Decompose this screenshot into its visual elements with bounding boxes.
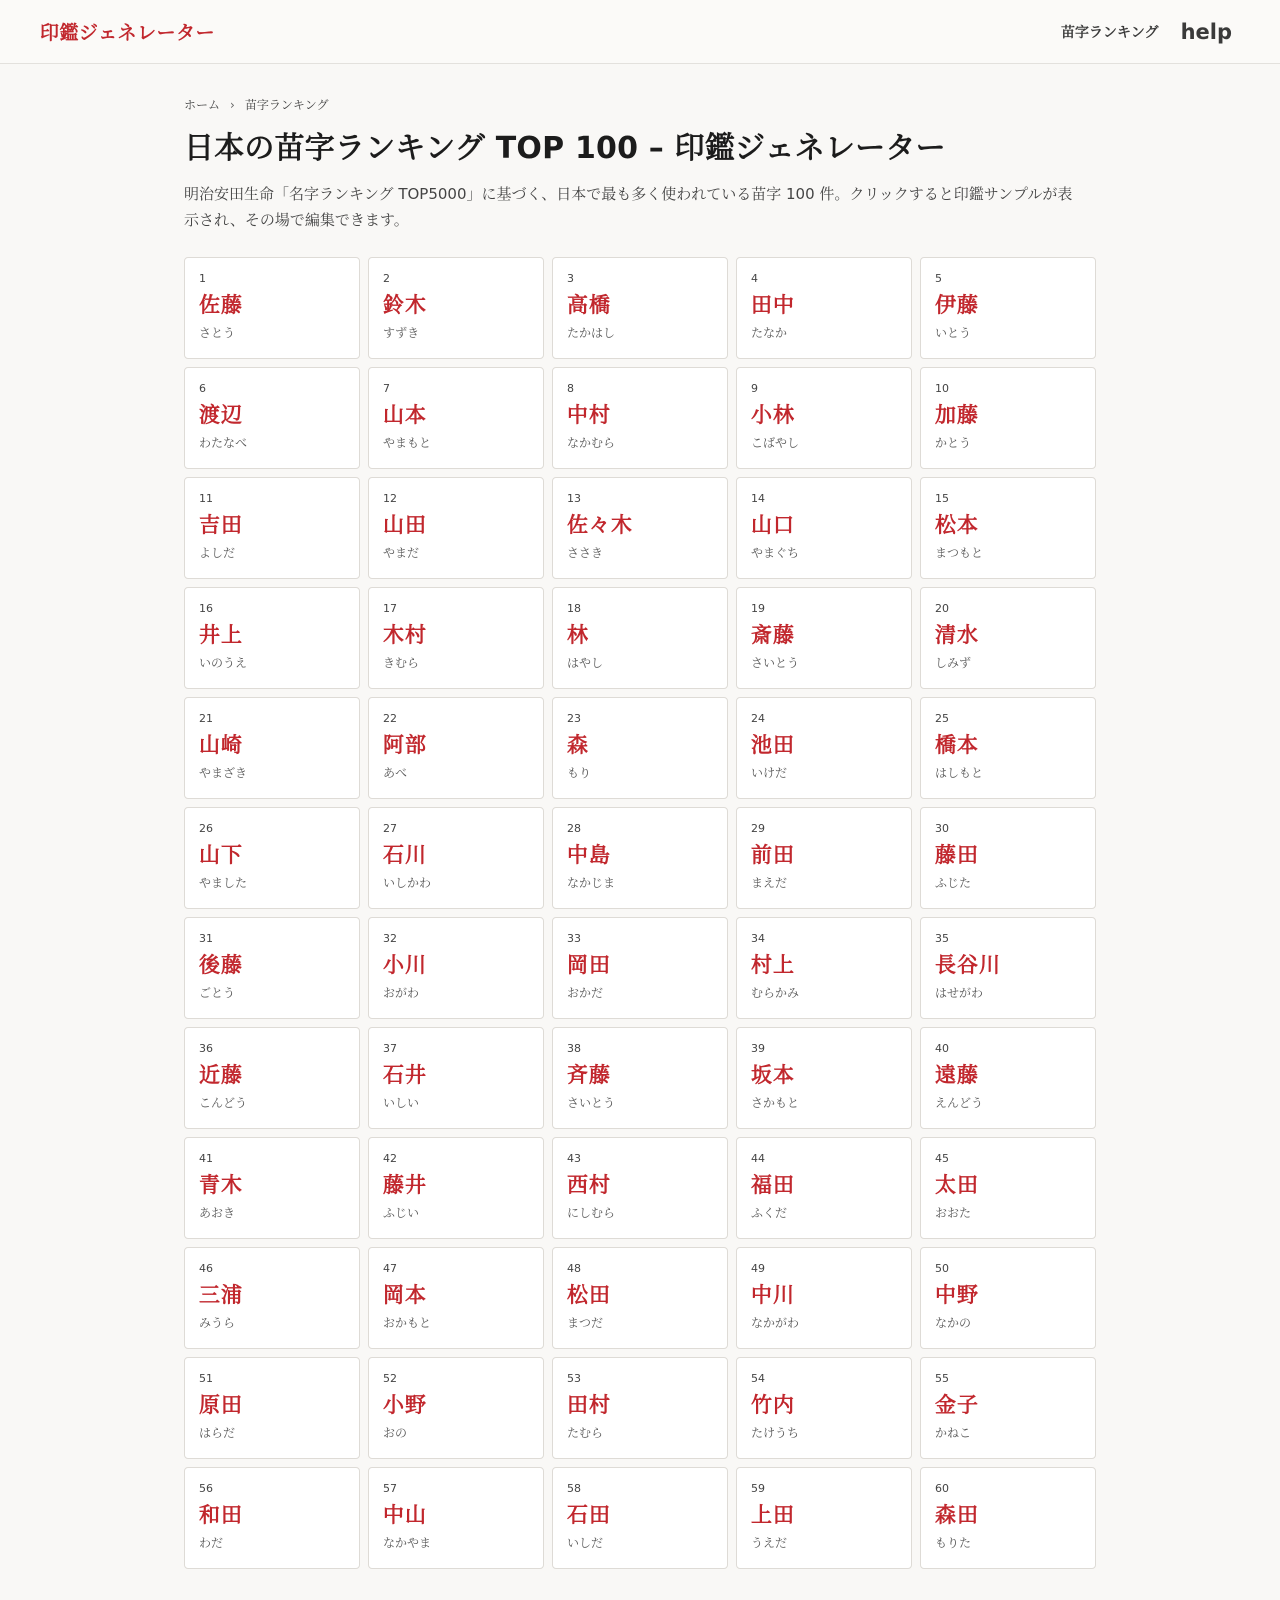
surname-reading: おおた — [935, 1206, 972, 1220]
surname-card[interactable] — [552, 917, 728, 1019]
surname-kanji: 近藤 — [199, 1062, 243, 1087]
surname-reading: さいとう — [751, 656, 800, 670]
surname-card[interactable] — [368, 807, 544, 909]
surname-kanji: 金子 — [935, 1392, 979, 1417]
surname-reading: うえだ — [751, 1536, 788, 1550]
surname-reading: いしい — [383, 1096, 420, 1110]
surname-card[interactable] — [736, 1137, 912, 1239]
surname-kanji: 清水 — [935, 622, 979, 647]
surname-kanji: 山崎 — [199, 732, 243, 757]
surname-rank: 52 — [383, 1372, 397, 1385]
surname-reading: もりた — [935, 1536, 972, 1550]
surname-reading: おの — [383, 1426, 408, 1440]
surname-reading: やました — [199, 876, 248, 890]
surname-rank: 36 — [199, 1042, 213, 1055]
surname-rank: 14 — [751, 492, 765, 505]
surname-rank: 20 — [935, 602, 949, 615]
surname-reading: かとう — [935, 436, 972, 450]
surname-card[interactable] — [184, 587, 360, 689]
surname-card[interactable] — [920, 1467, 1096, 1569]
surname-card[interactable] — [184, 1027, 360, 1129]
surname-rank: 11 — [199, 492, 213, 505]
surname-kanji: 伊藤 — [935, 292, 979, 317]
surname-kanji: 三浦 — [199, 1282, 243, 1307]
surname-reading: やまざき — [199, 766, 248, 780]
surname-rank: 9 — [751, 382, 758, 395]
surname-rank: 7 — [383, 382, 390, 395]
surname-reading: たむら — [567, 1426, 604, 1440]
surname-card[interactable] — [368, 1137, 544, 1239]
surname-card[interactable] — [552, 1357, 728, 1459]
surname-reading: はらだ — [199, 1426, 236, 1440]
surname-card[interactable] — [368, 917, 544, 1019]
nav-link-surname-ranking[interactable]: 苗字ランキング — [1060, 24, 1159, 41]
surname-reading: あおき — [199, 1206, 236, 1220]
surname-card[interactable] — [184, 1247, 360, 1349]
surname-reading: はせがわ — [935, 986, 984, 1000]
surname-reading: きむら — [383, 656, 420, 670]
surname-kanji: 佐藤 — [199, 292, 243, 317]
surname-rank: 41 — [199, 1152, 213, 1165]
surname-kanji: 藤田 — [935, 842, 979, 867]
surname-reading: さかもと — [751, 1096, 800, 1110]
surname-kanji: 石川 — [383, 842, 427, 867]
surname-kanji: 長谷川 — [935, 952, 1001, 977]
surname-reading: ふくだ — [751, 1206, 788, 1220]
surname-kanji: 石田 — [567, 1502, 611, 1527]
surname-reading: すずき — [383, 326, 420, 340]
surname-card[interactable] — [736, 1027, 912, 1129]
surname-kanji: 田中 — [751, 292, 795, 317]
surname-rank: 47 — [383, 1262, 397, 1275]
surname-rank: 59 — [751, 1482, 765, 1495]
surname-kanji: 井上 — [199, 622, 243, 647]
surname-rank: 18 — [567, 602, 581, 615]
surname-rank: 49 — [751, 1262, 765, 1275]
surname-reading: いのうえ — [199, 656, 248, 670]
surname-card[interactable] — [184, 477, 360, 579]
surname-kanji: 斎藤 — [751, 622, 795, 647]
surname-card[interactable] — [920, 477, 1096, 579]
surname-card[interactable] — [736, 257, 912, 359]
surname-rank: 58 — [567, 1482, 581, 1495]
surname-rank: 25 — [935, 712, 949, 725]
surname-reading: えんどう — [935, 1096, 984, 1110]
page-title: 日本の苗字ランキング TOP 100 – 印鑑ジェネレーター — [184, 131, 946, 166]
surname-card[interactable] — [368, 1247, 544, 1349]
surname-rank: 35 — [935, 932, 949, 945]
top-nav — [1061, 20, 1232, 44]
surname-rank: 37 — [383, 1042, 397, 1055]
surname-kanji: 小野 — [383, 1392, 427, 1417]
surname-rank: 55 — [935, 1372, 949, 1385]
surname-card[interactable] — [368, 367, 544, 469]
surname-reading: こばやし — [751, 436, 800, 450]
surname-grid — [184, 257, 1096, 1569]
surname-card[interactable] — [552, 587, 728, 689]
surname-reading: こんどう — [199, 1096, 248, 1110]
surname-card[interactable] — [184, 917, 360, 1019]
surname-rank: 3 — [567, 272, 574, 285]
surname-kanji: 田村 — [567, 1392, 611, 1417]
surname-rank: 31 — [199, 932, 213, 945]
surname-reading: ふじい — [383, 1206, 420, 1220]
surname-card[interactable] — [184, 1467, 360, 1569]
surname-reading: はしもと — [935, 766, 984, 780]
surname-kanji: 青木 — [199, 1172, 243, 1197]
surname-rank: 45 — [935, 1152, 949, 1165]
surname-rank: 10 — [935, 382, 949, 395]
surname-kanji: 前田 — [751, 842, 795, 867]
surname-kanji: 池田 — [751, 732, 795, 757]
surname-reading: ごとう — [199, 986, 236, 1000]
surname-rank: 4 — [751, 272, 758, 285]
surname-card[interactable] — [184, 1357, 360, 1459]
surname-rank: 48 — [567, 1262, 581, 1275]
surname-card[interactable] — [368, 587, 544, 689]
surname-reading: たけうち — [751, 1426, 800, 1440]
surname-kanji: 遠藤 — [935, 1062, 979, 1087]
surname-kanji: 和田 — [199, 1502, 243, 1527]
surname-card[interactable] — [920, 1137, 1096, 1239]
surname-reading: まえだ — [751, 876, 788, 890]
surname-reading: やまもと — [383, 436, 432, 450]
site-logo[interactable]: 印鑑ジェネレーター — [40, 22, 216, 44]
surname-reading: おがわ — [383, 986, 420, 1000]
surname-kanji: 山本 — [383, 402, 427, 427]
surname-kanji: 阿部 — [383, 732, 427, 757]
surname-reading: みうら — [199, 1316, 236, 1330]
surname-kanji: 西村 — [567, 1172, 611, 1197]
surname-rank: 16 — [199, 602, 213, 615]
surname-rank: 56 — [199, 1482, 213, 1495]
surname-rank: 46 — [199, 1262, 213, 1275]
surname-rank: 50 — [935, 1262, 949, 1275]
surname-reading: わたなべ — [199, 436, 248, 450]
surname-card[interactable] — [736, 697, 912, 799]
surname-card[interactable] — [736, 917, 912, 1019]
surname-reading: いとう — [935, 326, 972, 340]
surname-rank: 33 — [567, 932, 581, 945]
surname-card[interactable] — [920, 807, 1096, 909]
surname-reading: よしだ — [199, 546, 236, 560]
surname-reading: さとう — [199, 326, 236, 340]
surname-rank: 28 — [567, 822, 581, 835]
surname-kanji: 福田 — [751, 1172, 795, 1197]
surname-card[interactable] — [736, 1357, 912, 1459]
surname-kanji: 小川 — [383, 952, 427, 977]
surname-rank: 5 — [935, 272, 942, 285]
surname-kanji: 林 — [567, 622, 589, 647]
surname-rank: 12 — [383, 492, 397, 505]
surname-kanji: 岡本 — [383, 1282, 427, 1307]
surname-kanji: 鈴木 — [383, 292, 427, 317]
breadcrumb-current: 苗字ランキング — [244, 98, 329, 112]
surname-card[interactable] — [736, 367, 912, 469]
surname-card[interactable] — [552, 367, 728, 469]
surname-rank: 8 — [567, 382, 574, 395]
breadcrumb-separator: › — [230, 97, 235, 112]
surname-reading: おかもと — [383, 1316, 432, 1330]
surname-rank: 32 — [383, 932, 397, 945]
surname-rank: 1 — [199, 272, 206, 285]
surname-rank: 29 — [751, 822, 765, 835]
surname-kanji: 石井 — [383, 1062, 427, 1087]
surname-card[interactable] — [736, 807, 912, 909]
surname-card[interactable] — [368, 1027, 544, 1129]
surname-card[interactable] — [184, 257, 360, 359]
surname-reading: わだ — [199, 1536, 224, 1550]
surname-card[interactable] — [552, 477, 728, 579]
surname-card[interactable] — [552, 1467, 728, 1569]
page-lead: 明治安田生命「名字ランキング TOP5000」に基づく、日本で最も多く使われている苗字 100 件。クリックすると印鑑サンプルが表示され、その場で編集できます。 — [184, 185, 1073, 229]
surname-rank: 39 — [751, 1042, 765, 1055]
surname-reading: はやし — [567, 656, 604, 670]
surname-card[interactable] — [368, 257, 544, 359]
surname-rank: 30 — [935, 822, 949, 835]
surname-kanji: 松田 — [567, 1282, 611, 1307]
surname-card[interactable] — [736, 587, 912, 689]
surname-card[interactable] — [920, 587, 1096, 689]
surname-reading: いけだ — [751, 766, 788, 780]
surname-kanji: 橋本 — [935, 732, 979, 757]
surname-reading: やまぐち — [751, 546, 800, 560]
surname-reading: むらかみ — [751, 986, 800, 1000]
surname-rank: 23 — [567, 712, 581, 725]
surname-rank: 27 — [383, 822, 397, 835]
surname-card[interactable] — [368, 1357, 544, 1459]
surname-card[interactable] — [736, 1467, 912, 1569]
surname-rank: 26 — [199, 822, 213, 835]
surname-card[interactable] — [368, 477, 544, 579]
surname-kanji: 木村 — [383, 622, 427, 647]
surname-rank: 21 — [199, 712, 213, 725]
surname-card[interactable] — [184, 697, 360, 799]
surname-kanji: 後藤 — [199, 952, 243, 977]
surname-reading: まつもと — [935, 546, 984, 560]
surname-rank: 15 — [935, 492, 949, 505]
surname-rank: 22 — [383, 712, 397, 725]
surname-kanji: 竹内 — [751, 1392, 795, 1417]
surname-card[interactable] — [920, 257, 1096, 359]
surname-kanji: 渡辺 — [199, 402, 243, 427]
surname-kanji: 吉田 — [199, 512, 243, 537]
surname-reading: さいとう — [567, 1096, 616, 1110]
surname-card[interactable] — [920, 1357, 1096, 1459]
surname-rank: 40 — [935, 1042, 949, 1055]
surname-kanji: 加藤 — [935, 402, 979, 427]
surname-rank: 60 — [935, 1482, 949, 1495]
surname-rank: 44 — [751, 1152, 765, 1165]
surname-card[interactable] — [184, 807, 360, 909]
surname-kanji: 森 — [567, 732, 589, 757]
surname-rank: 34 — [751, 932, 765, 945]
surname-card[interactable] — [736, 477, 912, 579]
surname-reading: いしだ — [567, 1536, 604, 1550]
surname-card[interactable] — [920, 917, 1096, 1019]
surname-kanji: 高橋 — [567, 292, 611, 317]
surname-rank: 24 — [751, 712, 765, 725]
surname-card[interactable] — [184, 1137, 360, 1239]
surname-card[interactable] — [552, 1247, 728, 1349]
surname-kanji: 坂本 — [751, 1062, 795, 1087]
nav-link-help[interactable]: help — [1180, 19, 1232, 44]
breadcrumb-home-link[interactable]: ホーム — [184, 98, 221, 112]
surname-card[interactable] — [552, 257, 728, 359]
surname-reading: いしかわ — [383, 876, 432, 890]
surname-kanji: 佐々木 — [567, 512, 633, 537]
surname-card[interactable] — [552, 1027, 728, 1129]
surname-kanji: 中島 — [567, 842, 611, 867]
surname-kanji: 山田 — [383, 512, 427, 537]
main-content — [184, 64, 1096, 1569]
surname-reading: かねこ — [935, 1426, 972, 1440]
surname-rank: 43 — [567, 1152, 581, 1165]
surname-rank: 53 — [567, 1372, 581, 1385]
surname-reading: おかだ — [567, 986, 604, 1000]
surname-kanji: 松本 — [935, 512, 979, 537]
surname-kanji: 山口 — [751, 512, 795, 537]
surname-kanji: 小林 — [751, 402, 795, 427]
surname-reading: やまだ — [383, 546, 420, 560]
surname-reading: しみず — [935, 656, 972, 670]
surname-kanji: 森田 — [935, 1502, 979, 1527]
surname-card[interactable] — [736, 1247, 912, 1349]
surname-reading: にしむら — [567, 1206, 616, 1220]
surname-card[interactable] — [920, 367, 1096, 469]
surname-reading: なかがわ — [751, 1316, 800, 1330]
surname-card[interactable] — [184, 367, 360, 469]
surname-reading: まつだ — [567, 1316, 604, 1330]
surname-card[interactable] — [920, 1027, 1096, 1129]
surname-rank: 13 — [567, 492, 581, 505]
surname-rank: 6 — [199, 382, 206, 395]
surname-kanji: 斉藤 — [567, 1062, 611, 1087]
surname-rank: 54 — [751, 1372, 765, 1385]
surname-rank: 19 — [751, 602, 765, 615]
surname-kanji: 太田 — [935, 1172, 979, 1197]
surname-kanji: 中村 — [567, 402, 611, 427]
surname-reading: あべ — [383, 766, 408, 780]
surname-kanji: 中山 — [383, 1502, 427, 1527]
surname-kanji: 藤井 — [383, 1172, 427, 1197]
top-bar — [0, 0, 1280, 64]
surname-rank: 57 — [383, 1482, 397, 1495]
surname-rank: 17 — [383, 602, 397, 615]
surname-card[interactable] — [920, 1247, 1096, 1349]
surname-reading: なかやま — [383, 1536, 432, 1550]
surname-reading: たかはし — [567, 326, 616, 340]
surname-rank: 51 — [199, 1372, 213, 1385]
surname-rank: 42 — [383, 1152, 397, 1165]
surname-rank: 2 — [383, 272, 390, 285]
surname-reading: ささき — [567, 546, 604, 560]
surname-reading: ふじた — [935, 876, 972, 890]
surname-kanji: 原田 — [199, 1392, 243, 1417]
surname-kanji: 山下 — [199, 842, 243, 867]
surname-reading: なかむら — [567, 436, 616, 450]
surname-kanji: 村上 — [751, 952, 795, 977]
surname-reading: なかの — [935, 1316, 972, 1330]
surname-card[interactable] — [552, 807, 728, 909]
surname-kanji: 岡田 — [567, 952, 611, 977]
surname-kanji: 上田 — [751, 1502, 795, 1527]
surname-card[interactable] — [552, 1137, 728, 1239]
surname-card[interactable] — [368, 697, 544, 799]
surname-card[interactable] — [552, 697, 728, 799]
surname-rank: 38 — [567, 1042, 581, 1055]
surname-kanji: 中川 — [751, 1282, 795, 1307]
surname-card[interactable] — [920, 697, 1096, 799]
surname-reading: もり — [567, 766, 592, 780]
surname-kanji: 中野 — [935, 1282, 979, 1307]
breadcrumb — [184, 96, 1096, 113]
surname-reading: なかじま — [567, 876, 616, 890]
surname-card[interactable] — [368, 1467, 544, 1569]
surname-reading: たなか — [751, 326, 788, 340]
